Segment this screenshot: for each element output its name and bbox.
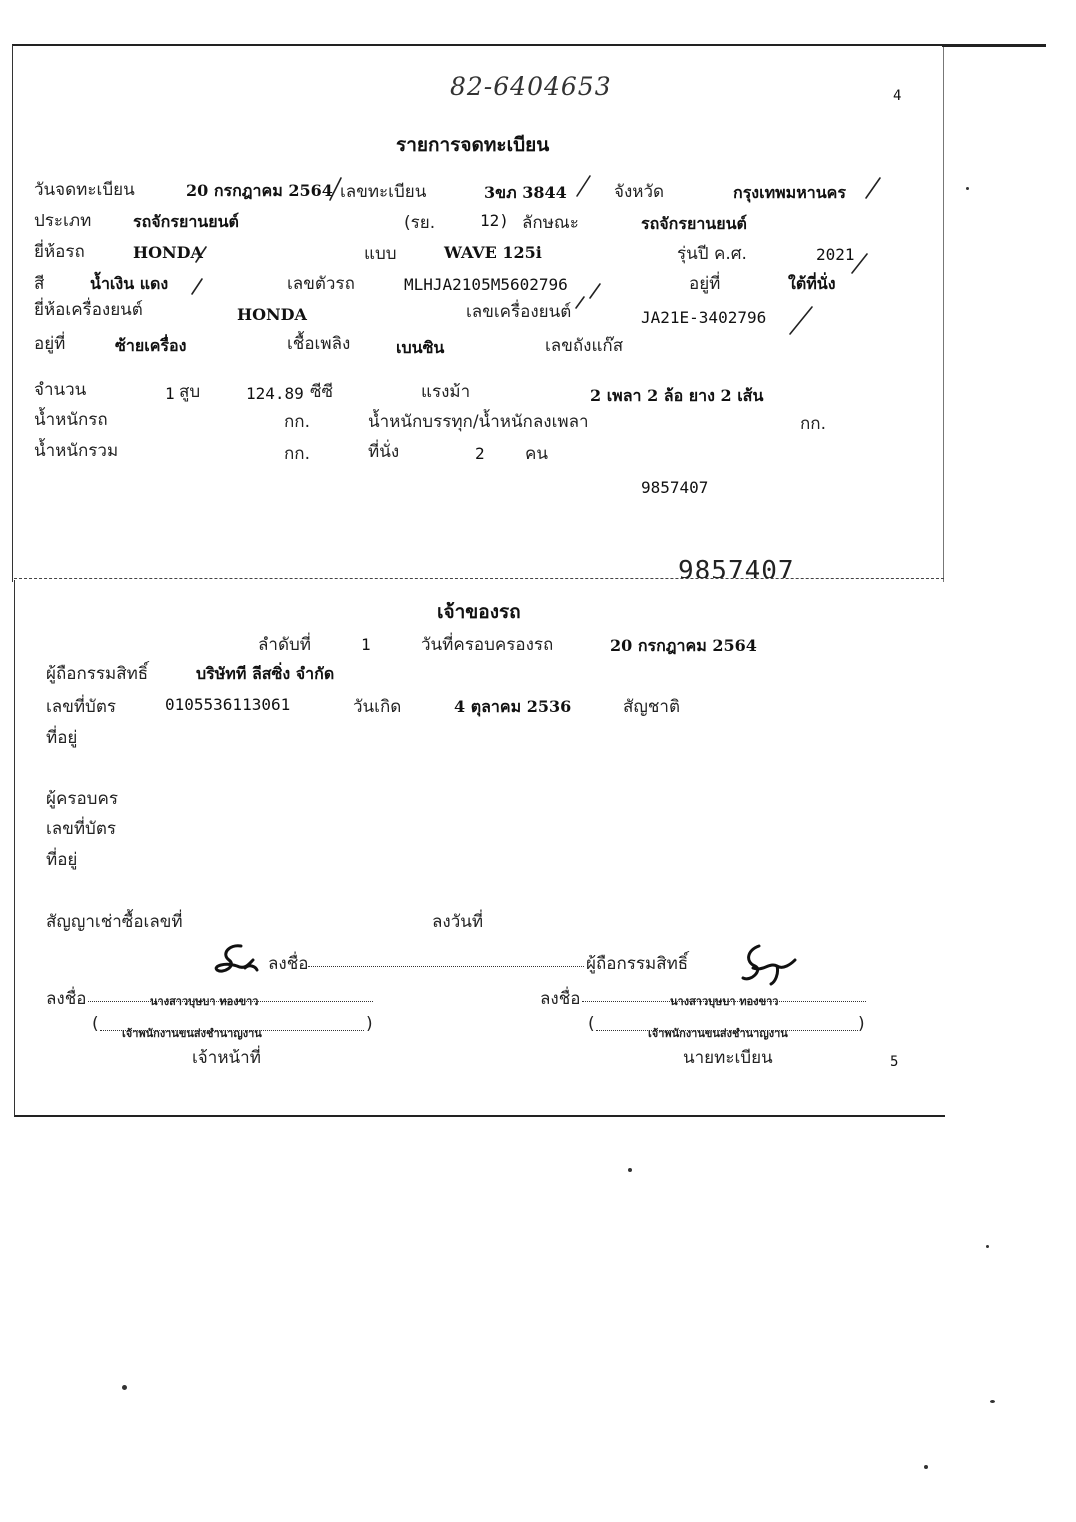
color-label: สี <box>34 274 45 294</box>
right-sign-label: ลงชื่อ <box>540 989 581 1009</box>
engine-brand-value: HONDA <box>237 305 307 324</box>
chassis-location-value: ใต้ที่นั่ง <box>788 274 836 293</box>
birth-label: วันเกิด <box>353 697 402 717</box>
left-officer-name: นางสาวบุษบา ทองขาว <box>150 995 259 1008</box>
vehicle-weight-label: น้ำหนักรถ <box>34 410 108 430</box>
nationality-label: สัญชาติ <box>623 697 680 717</box>
model-label: แบบ <box>364 244 397 264</box>
hp-label: แรงม้า <box>421 382 471 402</box>
scan-speck <box>924 1465 928 1469</box>
rl-open: (รย. <box>404 213 436 233</box>
total-weight-unit: กก. <box>284 444 310 464</box>
left-paren-close: ) <box>366 1014 373 1034</box>
ref-number-small: 9857407 <box>641 478 709 497</box>
year-label: รุ่นปี ค.ศ. <box>677 244 747 264</box>
left-officer-stamp: เจ้าพนักงานขนส่งชำนาญงาน <box>122 1027 262 1040</box>
engine-location-label: อยู่ที่ <box>34 334 66 354</box>
reg-date-label: วันจดทะเบียน <box>34 180 135 200</box>
chassis-label: เลขตัวรถ <box>287 274 355 294</box>
load-weight-unit: กก. <box>800 414 826 434</box>
fuel-label: เชื้อเพลิง <box>287 334 351 354</box>
possessor-id-label: เลขที่บัตร <box>46 819 117 839</box>
model-value: WAVE 125i <box>444 243 542 262</box>
scan-speck <box>628 1168 632 1172</box>
engine-no-value: JA21E-3402796 <box>641 308 767 327</box>
chassis-value: MLHJA2105M5602796 <box>404 275 568 294</box>
id-value: 0105536113061 <box>165 695 291 714</box>
possession-date-value: 20 กรกฎาคม 2564 <box>610 636 757 655</box>
handwritten-number: 82-6404653 <box>450 72 612 101</box>
kind-label: ลักษณะ <box>522 213 579 233</box>
type-value: รถจักรยานยนต์ <box>133 212 239 231</box>
fuel-value: เบนซิน <box>396 338 445 357</box>
holder-sign-suffix: ผู้ถือกรรมสิทธิ์ <box>586 954 689 974</box>
cc-value: 124.89 <box>246 384 304 403</box>
seats-value: 2 <box>475 444 485 463</box>
gas-tank-label: เลขถังแก๊ส <box>545 336 624 356</box>
province-value: กรุงเทพมหานคร <box>733 183 846 202</box>
seats-label: ที่นั่ง <box>368 442 400 462</box>
plate-value: 3ขภ 3844 <box>484 183 567 202</box>
possessor-label: ผู้ครอบคร <box>46 789 118 809</box>
owner-section-title: เจ้าของรถ <box>437 601 521 623</box>
right-registrar-name: นางสาวบุษบา ทองขาว <box>670 995 779 1008</box>
possession-date-label: วันที่ครอบครองรถ <box>421 635 554 655</box>
brand-label: ยี่ห้อรถ <box>34 242 85 262</box>
left-officer-role: เจ้าหน้าที่ <box>192 1048 261 1068</box>
cylinders-unit: สูบ <box>179 382 201 402</box>
possessor-address-label: ที่อยู่ <box>46 850 78 870</box>
left-paren-open: ( <box>92 1014 99 1034</box>
type-label: ประเภท <box>34 211 92 231</box>
color-value: น้ำเงิน แดง <box>90 274 169 293</box>
engine-location-value: ซ้ายเครื่อง <box>115 336 187 355</box>
id-label: เลขที่บัตร <box>46 697 117 717</box>
axles-wheels-tires: 2 เพลา 2 ล้อ ยาง 2 เส้น <box>590 386 764 405</box>
ref-number-large: 9857407 <box>678 556 795 578</box>
kind-value: รถจักรยานยนต์ <box>641 214 747 233</box>
scan-speck <box>122 1385 127 1390</box>
count-label: จำนวน <box>34 380 87 400</box>
total-weight-label: น้ำหนักรวม <box>34 441 119 461</box>
right-registrar-stamp: เจ้าพนักงานขนส่งชำนาญงาน <box>648 1027 788 1040</box>
chassis-location-label: อยู่ที่ <box>689 274 721 294</box>
year-value: 2021 <box>816 245 855 264</box>
signed-date-label: ลงวันที่ <box>432 912 484 932</box>
province-label: จังหวัด <box>614 182 665 202</box>
rl-value: 12) <box>480 211 509 230</box>
scan-speck <box>966 187 969 190</box>
cc-unit: ซีซี <box>310 382 334 402</box>
brand-value: HONDA <box>133 243 203 262</box>
reg-date-value: 20 กรกฎาคม 2564 <box>186 181 333 200</box>
cylinders-value: 1 <box>165 384 175 403</box>
engine-no-label: เลขเครื่องยนต์ <box>466 302 572 322</box>
scan-speck <box>986 1245 989 1248</box>
address-label: ที่อยู่ <box>46 728 78 748</box>
holder-sign-label: ลงชื่อ <box>268 954 309 974</box>
right-paren-close: ) <box>858 1014 865 1034</box>
holder-label: ผู้ถือกรรมสิทธิ์ <box>46 664 149 684</box>
left-sign-label: ลงชื่อ <box>46 989 87 1009</box>
right-registrar-role: นายทะเบียน <box>683 1048 773 1068</box>
page-number-top: 4 <box>893 88 902 104</box>
birth-value: 4 ตุลาคม 2536 <box>454 697 572 716</box>
right-paren-open: ( <box>588 1014 595 1034</box>
load-weight-label: น้ำหนักบรรทุก/น้ำหนักลงเพลา <box>368 412 589 432</box>
seats-unit: คน <box>525 444 548 464</box>
engine-brand-label: ยี่ห้อเครื่องยนต์ <box>34 300 143 320</box>
order-label: ลำดับที่ <box>258 635 312 655</box>
order-value: 1 <box>361 635 371 654</box>
page-number-bottom: 5 <box>890 1054 899 1070</box>
contract-label: สัญญาเช่าซื้อเลขที่ <box>46 912 183 932</box>
document-title: รายการจดทะเบียน <box>396 134 550 156</box>
vehicle-weight-unit: กก. <box>284 412 310 432</box>
scan-speck <box>990 1400 995 1403</box>
holder-value: บริษัทที ลีสซิ่ง จำกัด <box>196 664 335 683</box>
plate-label: เลขทะเบียน <box>340 182 427 202</box>
